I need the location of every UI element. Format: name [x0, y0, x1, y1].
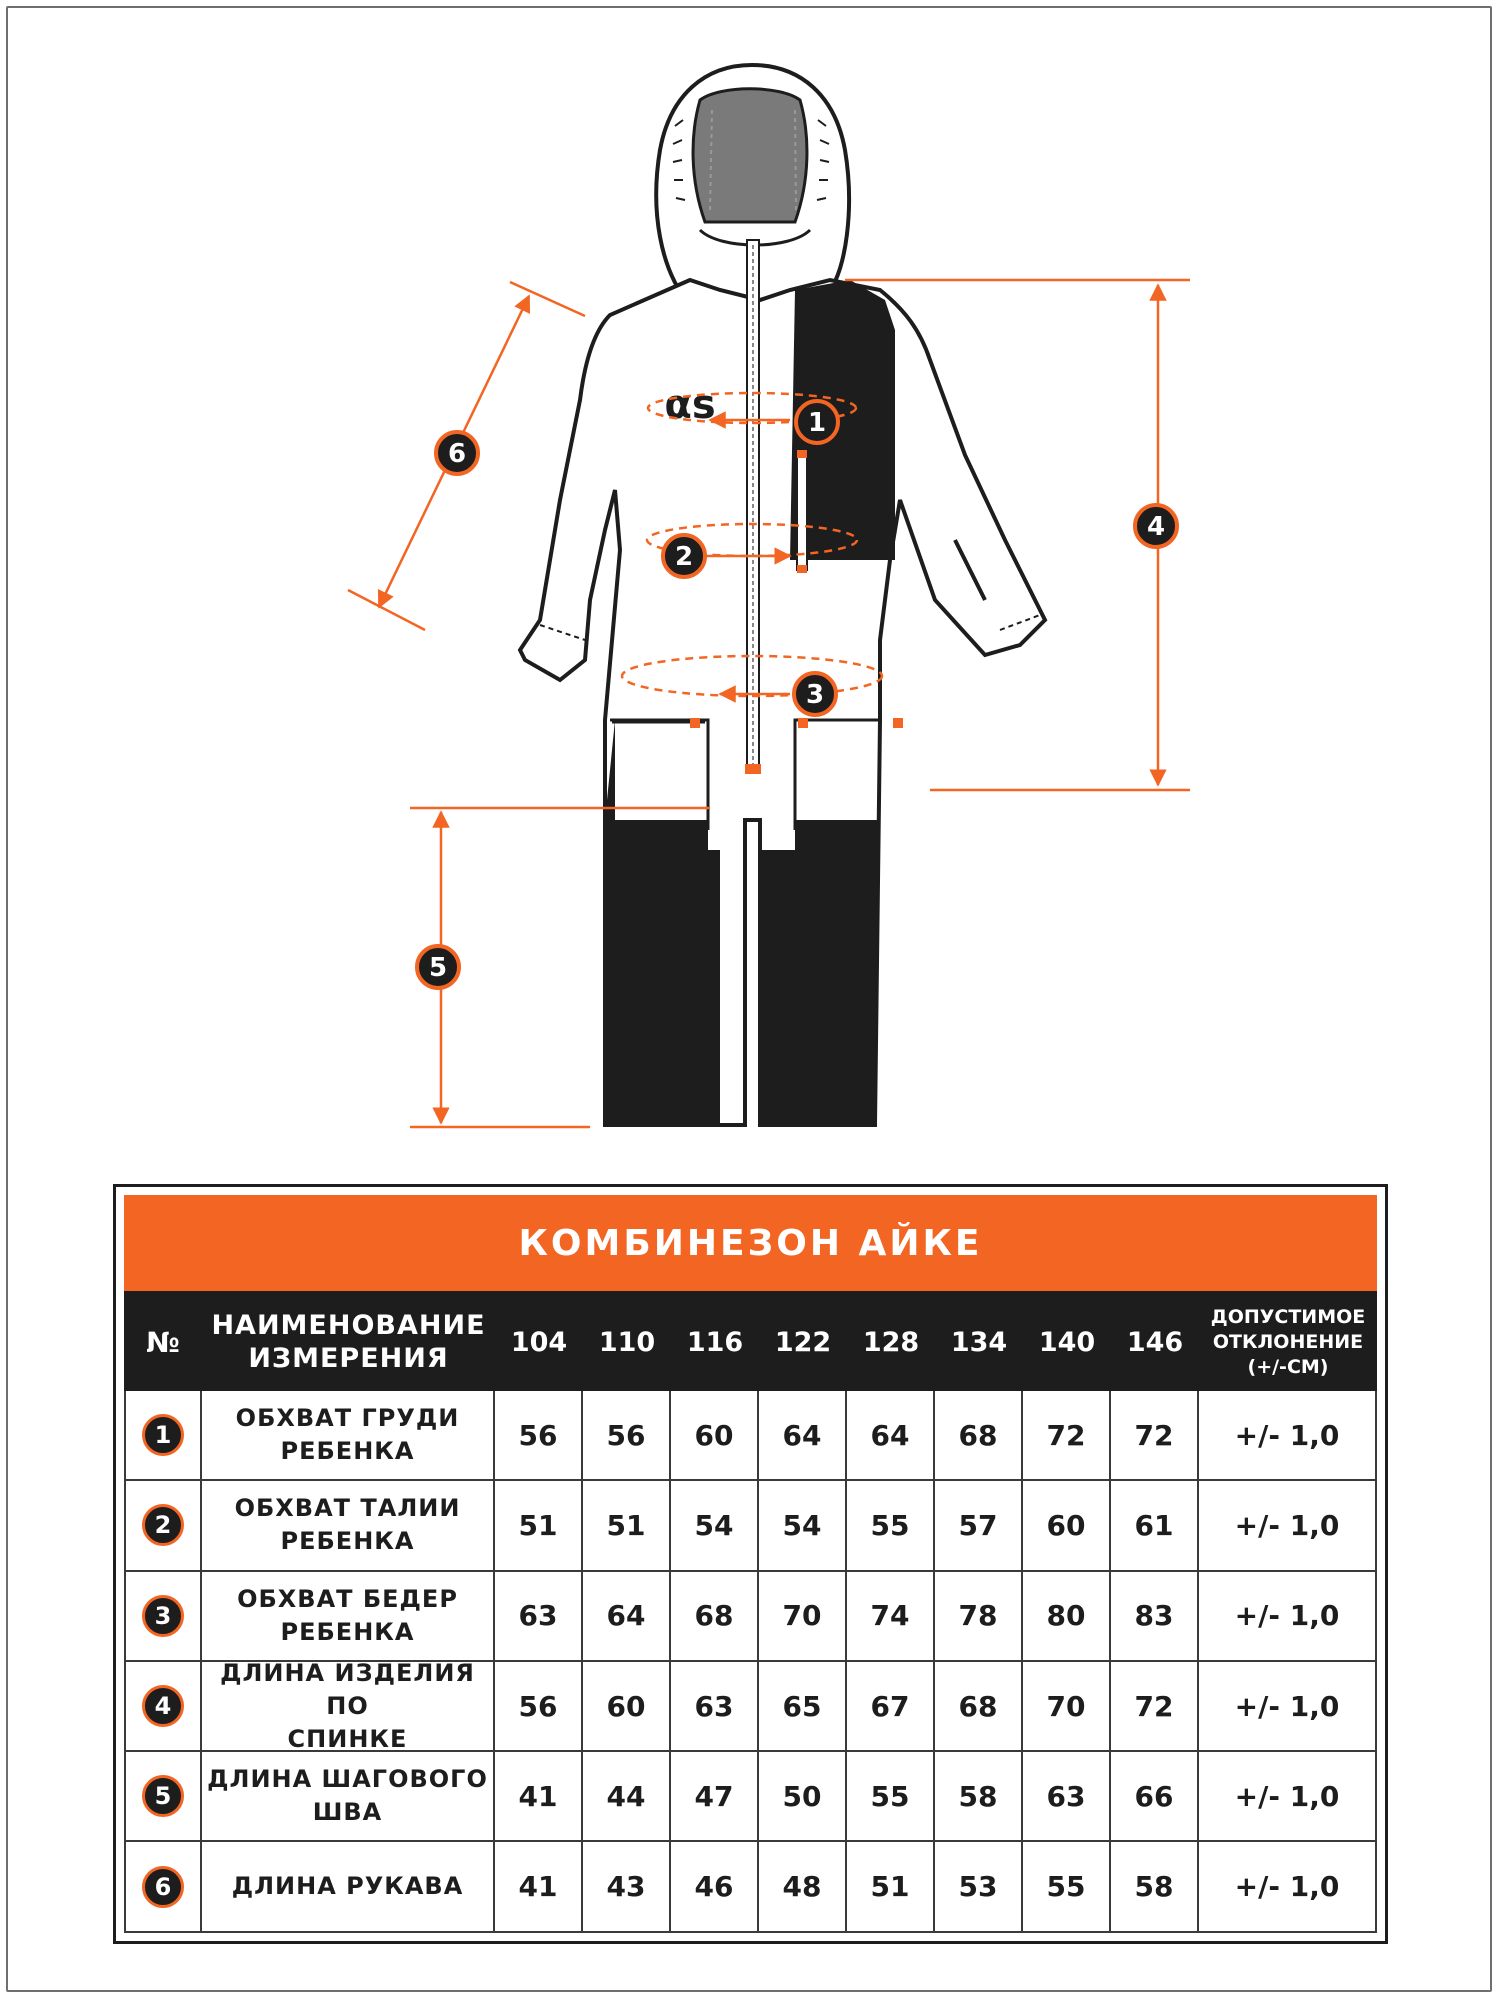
- svg-text:4: 4: [1146, 512, 1166, 542]
- measurement-value: 63: [1023, 1752, 1111, 1842]
- marker-2: [663, 535, 705, 577]
- measurement-name: ДЛИНА ИЗДЕЛИЯ ПО СПИНКЕ: [202, 1662, 495, 1752]
- header-size: 128: [847, 1293, 935, 1391]
- header-size: 110: [583, 1293, 671, 1391]
- row-number-cell: [124, 1391, 202, 1481]
- row-number-badge: 3: [142, 1595, 184, 1637]
- measurement-value: 57: [935, 1481, 1023, 1571]
- measurement-value: 41: [495, 1752, 583, 1842]
- header-size: 104: [495, 1293, 583, 1391]
- measurement-value: 68: [935, 1662, 1023, 1752]
- measurement-value: 83: [1111, 1572, 1199, 1662]
- marker-4: [1135, 505, 1177, 547]
- header-name: НАИМЕНОВАНИЕ ИЗМЕРЕНИЯ: [202, 1293, 495, 1391]
- measurement-value: 47: [671, 1752, 759, 1842]
- size-table-frame: [113, 1184, 1388, 1944]
- measurement-value: 63: [671, 1662, 759, 1752]
- measurement-value: 60: [583, 1662, 671, 1752]
- measurement-value: 56: [495, 1391, 583, 1481]
- measurement-value: 67: [847, 1662, 935, 1752]
- svg-text:3: 3: [805, 680, 825, 710]
- measurement-value: 51: [495, 1481, 583, 1571]
- marker-5: [417, 946, 459, 988]
- measurement-value: 41: [495, 1842, 583, 1932]
- measurement-value: 68: [671, 1572, 759, 1662]
- tolerance-value: +/- 1,0: [1199, 1662, 1377, 1752]
- measurement-value: 56: [583, 1391, 671, 1481]
- measurement-value: 72: [1111, 1662, 1199, 1752]
- tolerance-value: +/- 1,0: [1199, 1481, 1377, 1571]
- measurement-value: 80: [1023, 1572, 1111, 1662]
- header-size: 122: [759, 1293, 847, 1391]
- row-number-cell: [124, 1662, 202, 1752]
- measurement-value: 58: [935, 1752, 1023, 1842]
- measurement-name: ОБХВАТ БЕДЕР РЕБЕНКА: [202, 1572, 495, 1662]
- header-tolerance: ДОПУСТИМОЕ ОТКЛОНЕНИЕ (+/-СМ): [1199, 1293, 1377, 1391]
- row-number-badge: 1: [142, 1414, 184, 1456]
- measurement-value: 66: [1111, 1752, 1199, 1842]
- measurement-value: 54: [671, 1481, 759, 1571]
- measurement-value: 55: [1023, 1842, 1111, 1932]
- size-table: [124, 1195, 1377, 1933]
- svg-text:αs: αs: [664, 382, 716, 428]
- svg-text:5: 5: [428, 953, 448, 983]
- measurement-value: 70: [1023, 1662, 1111, 1752]
- measurement-name: ДЛИНА РУКАВА: [202, 1842, 495, 1932]
- header-size: 116: [671, 1293, 759, 1391]
- measurement-name: ОБХВАТ ГРУДИ РЕБЕНКА: [202, 1391, 495, 1481]
- row-number-cell: [124, 1572, 202, 1662]
- svg-text:1: 1: [807, 408, 827, 438]
- measurement-value: 50: [759, 1752, 847, 1842]
- tolerance-value: +/- 1,0: [1199, 1752, 1377, 1842]
- marker-3: [794, 673, 836, 715]
- measurement-value: 51: [847, 1842, 935, 1932]
- measurement-value: 63: [495, 1572, 583, 1662]
- tolerance-value: +/- 1,0: [1199, 1391, 1377, 1481]
- header-no: №: [124, 1293, 202, 1391]
- header-size: 146: [1111, 1293, 1199, 1391]
- row-number-badge: 5: [142, 1775, 184, 1817]
- row-number-cell: [124, 1842, 202, 1932]
- measurement-value: 48: [759, 1842, 847, 1932]
- svg-text:6: 6: [447, 439, 467, 469]
- measurement-value: 58: [1111, 1842, 1199, 1932]
- jumpsuit-body: [520, 240, 1045, 1125]
- row-number-badge: 6: [142, 1866, 184, 1908]
- row-number-badge: 4: [142, 1685, 184, 1727]
- row-number-badge: 2: [142, 1504, 184, 1546]
- row-number-cell: [124, 1481, 202, 1571]
- measurement-value: 64: [847, 1391, 935, 1481]
- measurement-name: ДЛИНА ШАГОВОГО ШВА: [202, 1752, 495, 1842]
- measurement-name: ОБХВАТ ТАЛИИ РЕБЕНКА: [202, 1481, 495, 1571]
- measurement-value: 74: [847, 1572, 935, 1662]
- measurement-value: 54: [759, 1481, 847, 1571]
- measurement-value: 78: [935, 1572, 1023, 1662]
- measurement-value: 44: [583, 1752, 671, 1842]
- measurement-value: 64: [759, 1391, 847, 1481]
- measurement-value: 68: [935, 1391, 1023, 1481]
- header-size: 134: [935, 1293, 1023, 1391]
- marker-1: [796, 401, 838, 443]
- measurement-value: 60: [1023, 1481, 1111, 1571]
- measurement-value: 51: [583, 1481, 671, 1571]
- measurement-value: 55: [847, 1752, 935, 1842]
- row-number-cell: [124, 1752, 202, 1842]
- measurement-value: 60: [671, 1391, 759, 1481]
- measurement-value: 61: [1111, 1481, 1199, 1571]
- measurement-value: 64: [583, 1572, 671, 1662]
- measurement-value: 55: [847, 1481, 935, 1571]
- marker-6: [436, 432, 478, 474]
- measurement-value: 72: [1111, 1391, 1199, 1481]
- measurement-value: 53: [935, 1842, 1023, 1932]
- measurement-value: 65: [759, 1662, 847, 1752]
- svg-text:2: 2: [674, 542, 694, 572]
- tolerance-value: +/- 1,0: [1199, 1842, 1377, 1932]
- measurement-value: 70: [759, 1572, 847, 1662]
- measurement-value: 46: [671, 1842, 759, 1932]
- tolerance-value: +/- 1,0: [1199, 1572, 1377, 1662]
- measurement-value: 56: [495, 1662, 583, 1752]
- header-size: 140: [1023, 1293, 1111, 1391]
- measurement-value: 72: [1023, 1391, 1111, 1481]
- table-title: КОМБИНЕЗОН АЙКЕ: [124, 1195, 1377, 1293]
- measurement-value: 43: [583, 1842, 671, 1932]
